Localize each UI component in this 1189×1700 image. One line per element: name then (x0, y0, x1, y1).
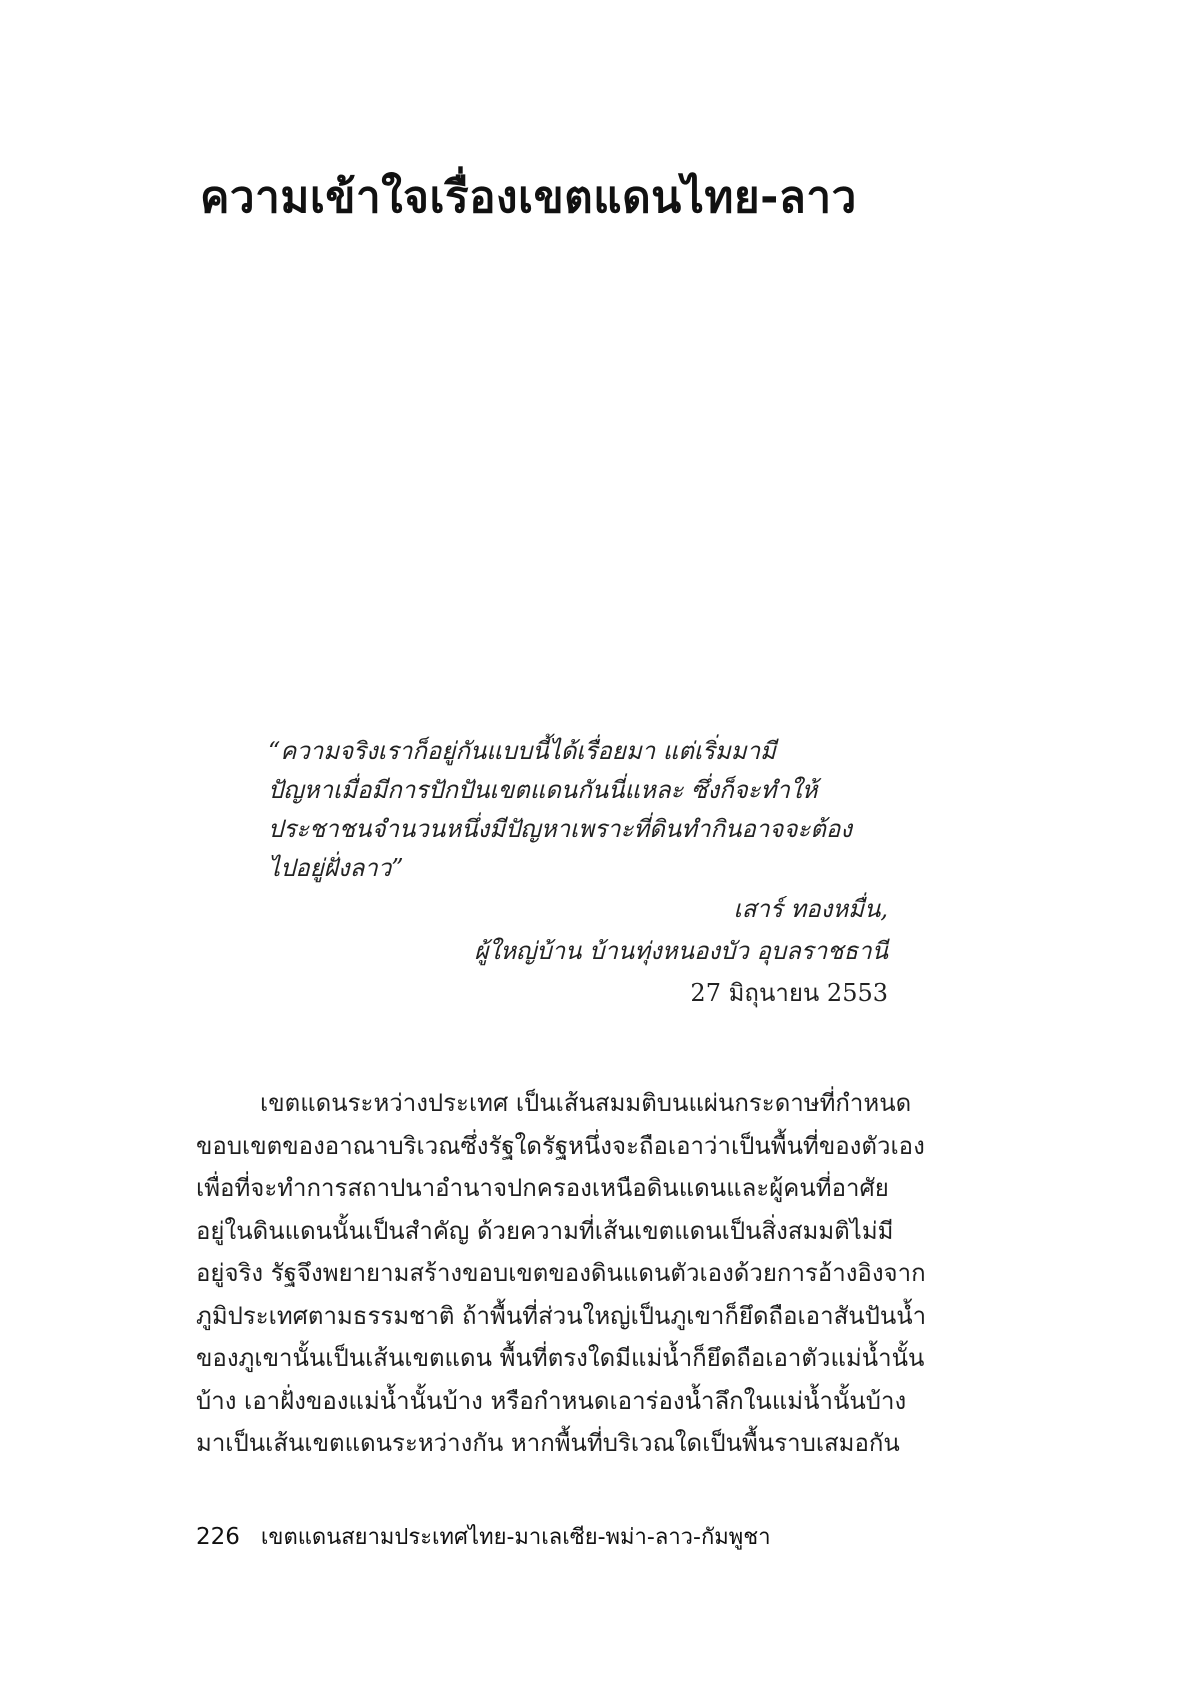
paragraph-line: ของภูเขานั้นเป็นเส้นเขตแดน พื้นที่ตรงใดมีแม่น้ำก็ยึดถือเอาตัวแม่น้ำนั้น (196, 1344, 925, 1372)
attribution-date: 27 มิถุนายน 2553 (690, 979, 888, 1007)
chapter-title: ความเข้าใจเรื่องเขตแดนไทย-ลาว (200, 172, 857, 223)
epigraph-line: “ความจริงเราก็อยู่กันแบบนี้ได้เรื่อยมา แต่เริ่มมามี (268, 737, 776, 765)
running-book-title: เขตแดนสยามประเทศไทย-มาเลเซีย-พม่า-ลาว-กัมพูชา (260, 1525, 771, 1550)
body-paragraph (196, 1082, 972, 1465)
epigraph-line: ปัญหาเมื่อมีการปักปันเขตแดนกันนี่แหละ ซึ่งก็จะทำให้ (268, 776, 818, 804)
attribution-name: เสาร์ ทองหมื่น, (733, 895, 888, 923)
paragraph-line: บ้าง เอาฝั่งของแม่น้ำนั้นบ้าง หรือกำหนดเอาร่องน้ำลึกในแม่น้ำนั้นบ้าง (196, 1386, 907, 1415)
attribution-role: ผู้ใหญ่บ้าน บ้านทุ่งหนองบัว อุบลราชธานี (474, 937, 888, 965)
epigraph-line: ประชาชนจำนวนหนึ่งมีปัญหาเพราะที่ดินทำกินอาจจะต้อง (268, 815, 853, 843)
epigraph-attribution (268, 888, 888, 1014)
paragraph-line: ขอบเขตของอาณาบริเวณซึ่งรัฐใดรัฐหนึ่งจะถือเอาว่าเป็นพื้นที่ของตัวเอง (196, 1131, 925, 1160)
paragraph-line: มาเป็นเส้นเขตแดนระหว่างกัน หากพื้นที่บริเวณใดเป็นพื้นราบเสมอกัน (196, 1429, 900, 1457)
paragraph-line: เขตแดนระหว่างประเทศ เป็นเส้นสมมติบนแผ่นกระดาษที่กำหนด (260, 1089, 912, 1117)
paragraph-line: อยู่ในดินแดนนั้นเป็นสำคัญ ด้วยความที่เส้นเขตแดนเป็นสิ่งสมมติไม่มี (196, 1216, 894, 1245)
page-number: 226 (196, 1524, 240, 1550)
epigraph-line: ไปอยู่ฝั่งลาว” (268, 854, 404, 882)
paragraph-line: เพื่อที่จะทำการสถาปนาอำนาจปกครองเหนือดินแดนและผู้คนที่อาศัย (196, 1174, 889, 1202)
paragraph-line: อยู่จริง รัฐจึงพยายามสร้างขอบเขตของดินแดนตัวเองด้วยการอ้างอิงจาก (196, 1259, 926, 1287)
page-footer (196, 1522, 996, 1553)
epigraph-quote (268, 732, 888, 888)
paragraph-line: ภูมิประเทศตามธรรมชาติ ถ้าพื้นที่ส่วนใหญ่เป็นภูเขาก็ยึดถือเอาสันปันน้ำ (196, 1301, 927, 1330)
